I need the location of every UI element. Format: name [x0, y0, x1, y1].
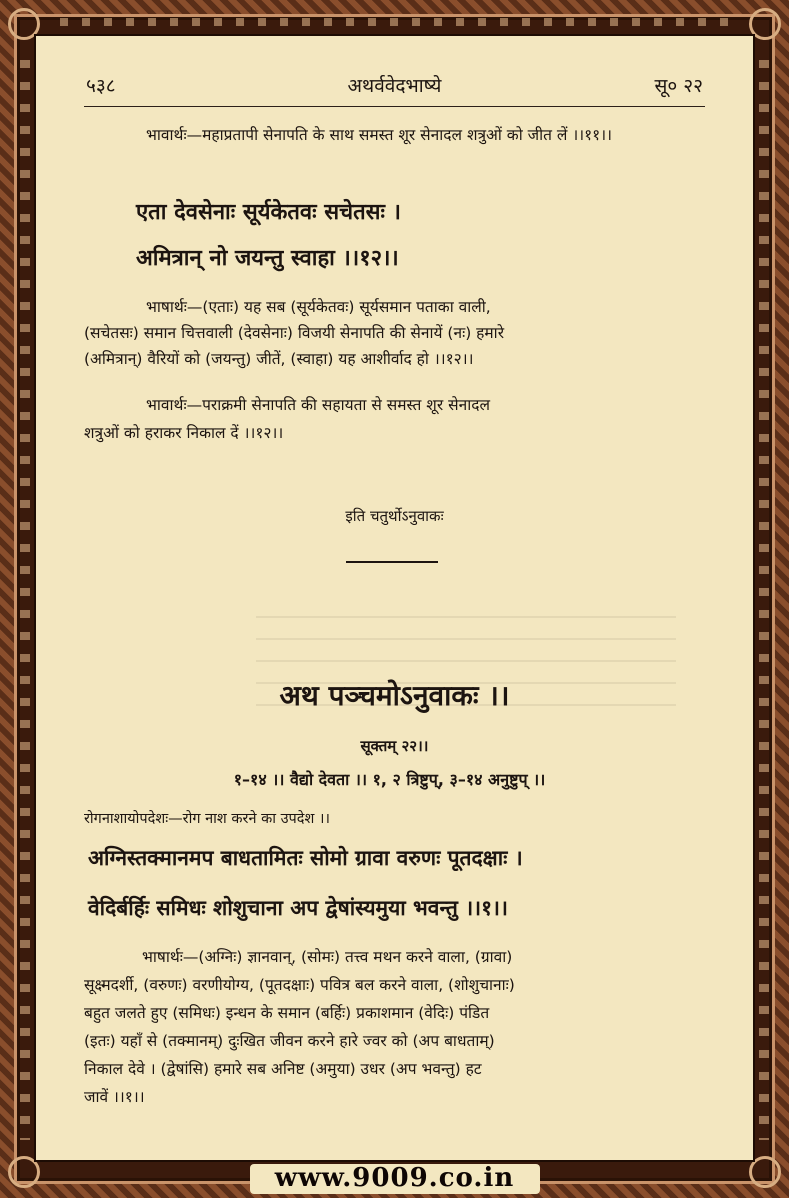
- book-title: अथर्ववेदभाष्ये: [347, 75, 442, 97]
- verse1-bhashartha-line5: निकाल देवे । (द्वेषांसि) हमारे सब अनिष्ट (अमुया) उधर (अप भवन्तु) हट: [84, 1060, 482, 1078]
- upadesh: रोगनाशायोपदेशः—रोग नाश करने का उपदेश ।।: [84, 811, 330, 827]
- top-ornament: [60, 18, 729, 26]
- verse12-bhashartha-line1: भाषार्थः—(एताः) यह सब (सूर्यकेतवः) सूर्यसमान पताका वाली,: [146, 298, 491, 316]
- book-page: [36, 36, 753, 1160]
- verse12-bhashartha-line2: (सचेतसः) समान चित्तवाली (देवसेनाः) विजयी सेनापति की सेनायें (नः) हमारे: [84, 324, 505, 342]
- verse1-bhashartha-line6: जावें ।।१।।: [84, 1088, 145, 1106]
- website-watermark[interactable]: www.9009.co.in: [274, 1163, 515, 1193]
- verse12-line2: अमित्रान् नो जयन्तु स्वाहा ।।१२।।: [136, 246, 399, 271]
- right-ornament: [759, 60, 769, 1140]
- left-ornament: [20, 60, 30, 1140]
- verse1-bhashartha-line4: (इतः) यहाँ से (तक्मानम्) दुःखित जीवन करने हारे ज्वर को (अप बाधताम्): [84, 1032, 495, 1050]
- verse1-bhashartha-line3: बहुत जलते हुए (समिधः) इन्धन के समान (बर्हिः) प्रकाशमान (वेदिः) पंडित: [84, 1004, 490, 1022]
- verse12-bhashartha-line3: (अमित्रान्) वैरियों को (जयन्तु) जीतें, (स्वाहा) यह आशीर्वाद हो ।।१२।।: [84, 350, 474, 368]
- sukta-reference: सू० २२: [654, 75, 703, 97]
- sukta-meta: १–१४ ।। वैद्यो देवता ।। १, २ त्रिष्टुप्, ३–१४ अनुष्टुप् ।।: [233, 770, 546, 789]
- section-divider: [346, 561, 438, 563]
- verse1-line1: अग्निस्तक्मानमप बाधतामितः सोमो ग्रावा वरुणः पूतदक्षाः ।: [88, 846, 523, 870]
- sukta-title: सूक्तम् २२।।: [360, 737, 429, 755]
- verse1-bhashartha-line1: भाषार्थः—(अग्निः) ज्ञानवान्, (सोमः) तत्त्व मथन करने वाला, (ग्रावा): [142, 948, 513, 966]
- verse1-line2: वेदिर्बर्हिः समिधः शोशुचाना अप द्वेषांस्यमुया भवन्तु ।।१।।: [88, 896, 508, 920]
- corner-ornament: [749, 8, 781, 40]
- verse12-bhavarth-line2: शत्रुओं को हराकर निकाल दें ।।१२।।: [84, 424, 284, 442]
- verse12-bhavarth-line1: भावार्थः—पराक्रमी सेनापति की सहायता से समस्त शूर सेनादल: [146, 396, 490, 414]
- header-rule: [84, 106, 705, 107]
- section-end: इति चतुर्थोऽनुवाकः: [345, 507, 444, 525]
- verse11-bhavarth: भावार्थः—महाप्रतापी सेनापति के साथ समस्त शूर सेनादल शत्रुओं को जीत लें ।।११।।: [146, 126, 612, 144]
- page-number: ५३८: [86, 75, 116, 97]
- verse1-bhashartha-line2: सूक्ष्मदर्शी, (वरुणः) वरणीयोग्य, (पूतदक्षाः) पवित्र बल करने वाला, (शोशुचानाः): [84, 976, 515, 994]
- page-header: [86, 72, 703, 102]
- anuvak-title: अथ पञ्चमोऽनुवाकः ।।: [279, 679, 510, 712]
- verse12-line1: एता देवसेनाः सूर्यकेतवः सचेतसः ।: [136, 200, 401, 225]
